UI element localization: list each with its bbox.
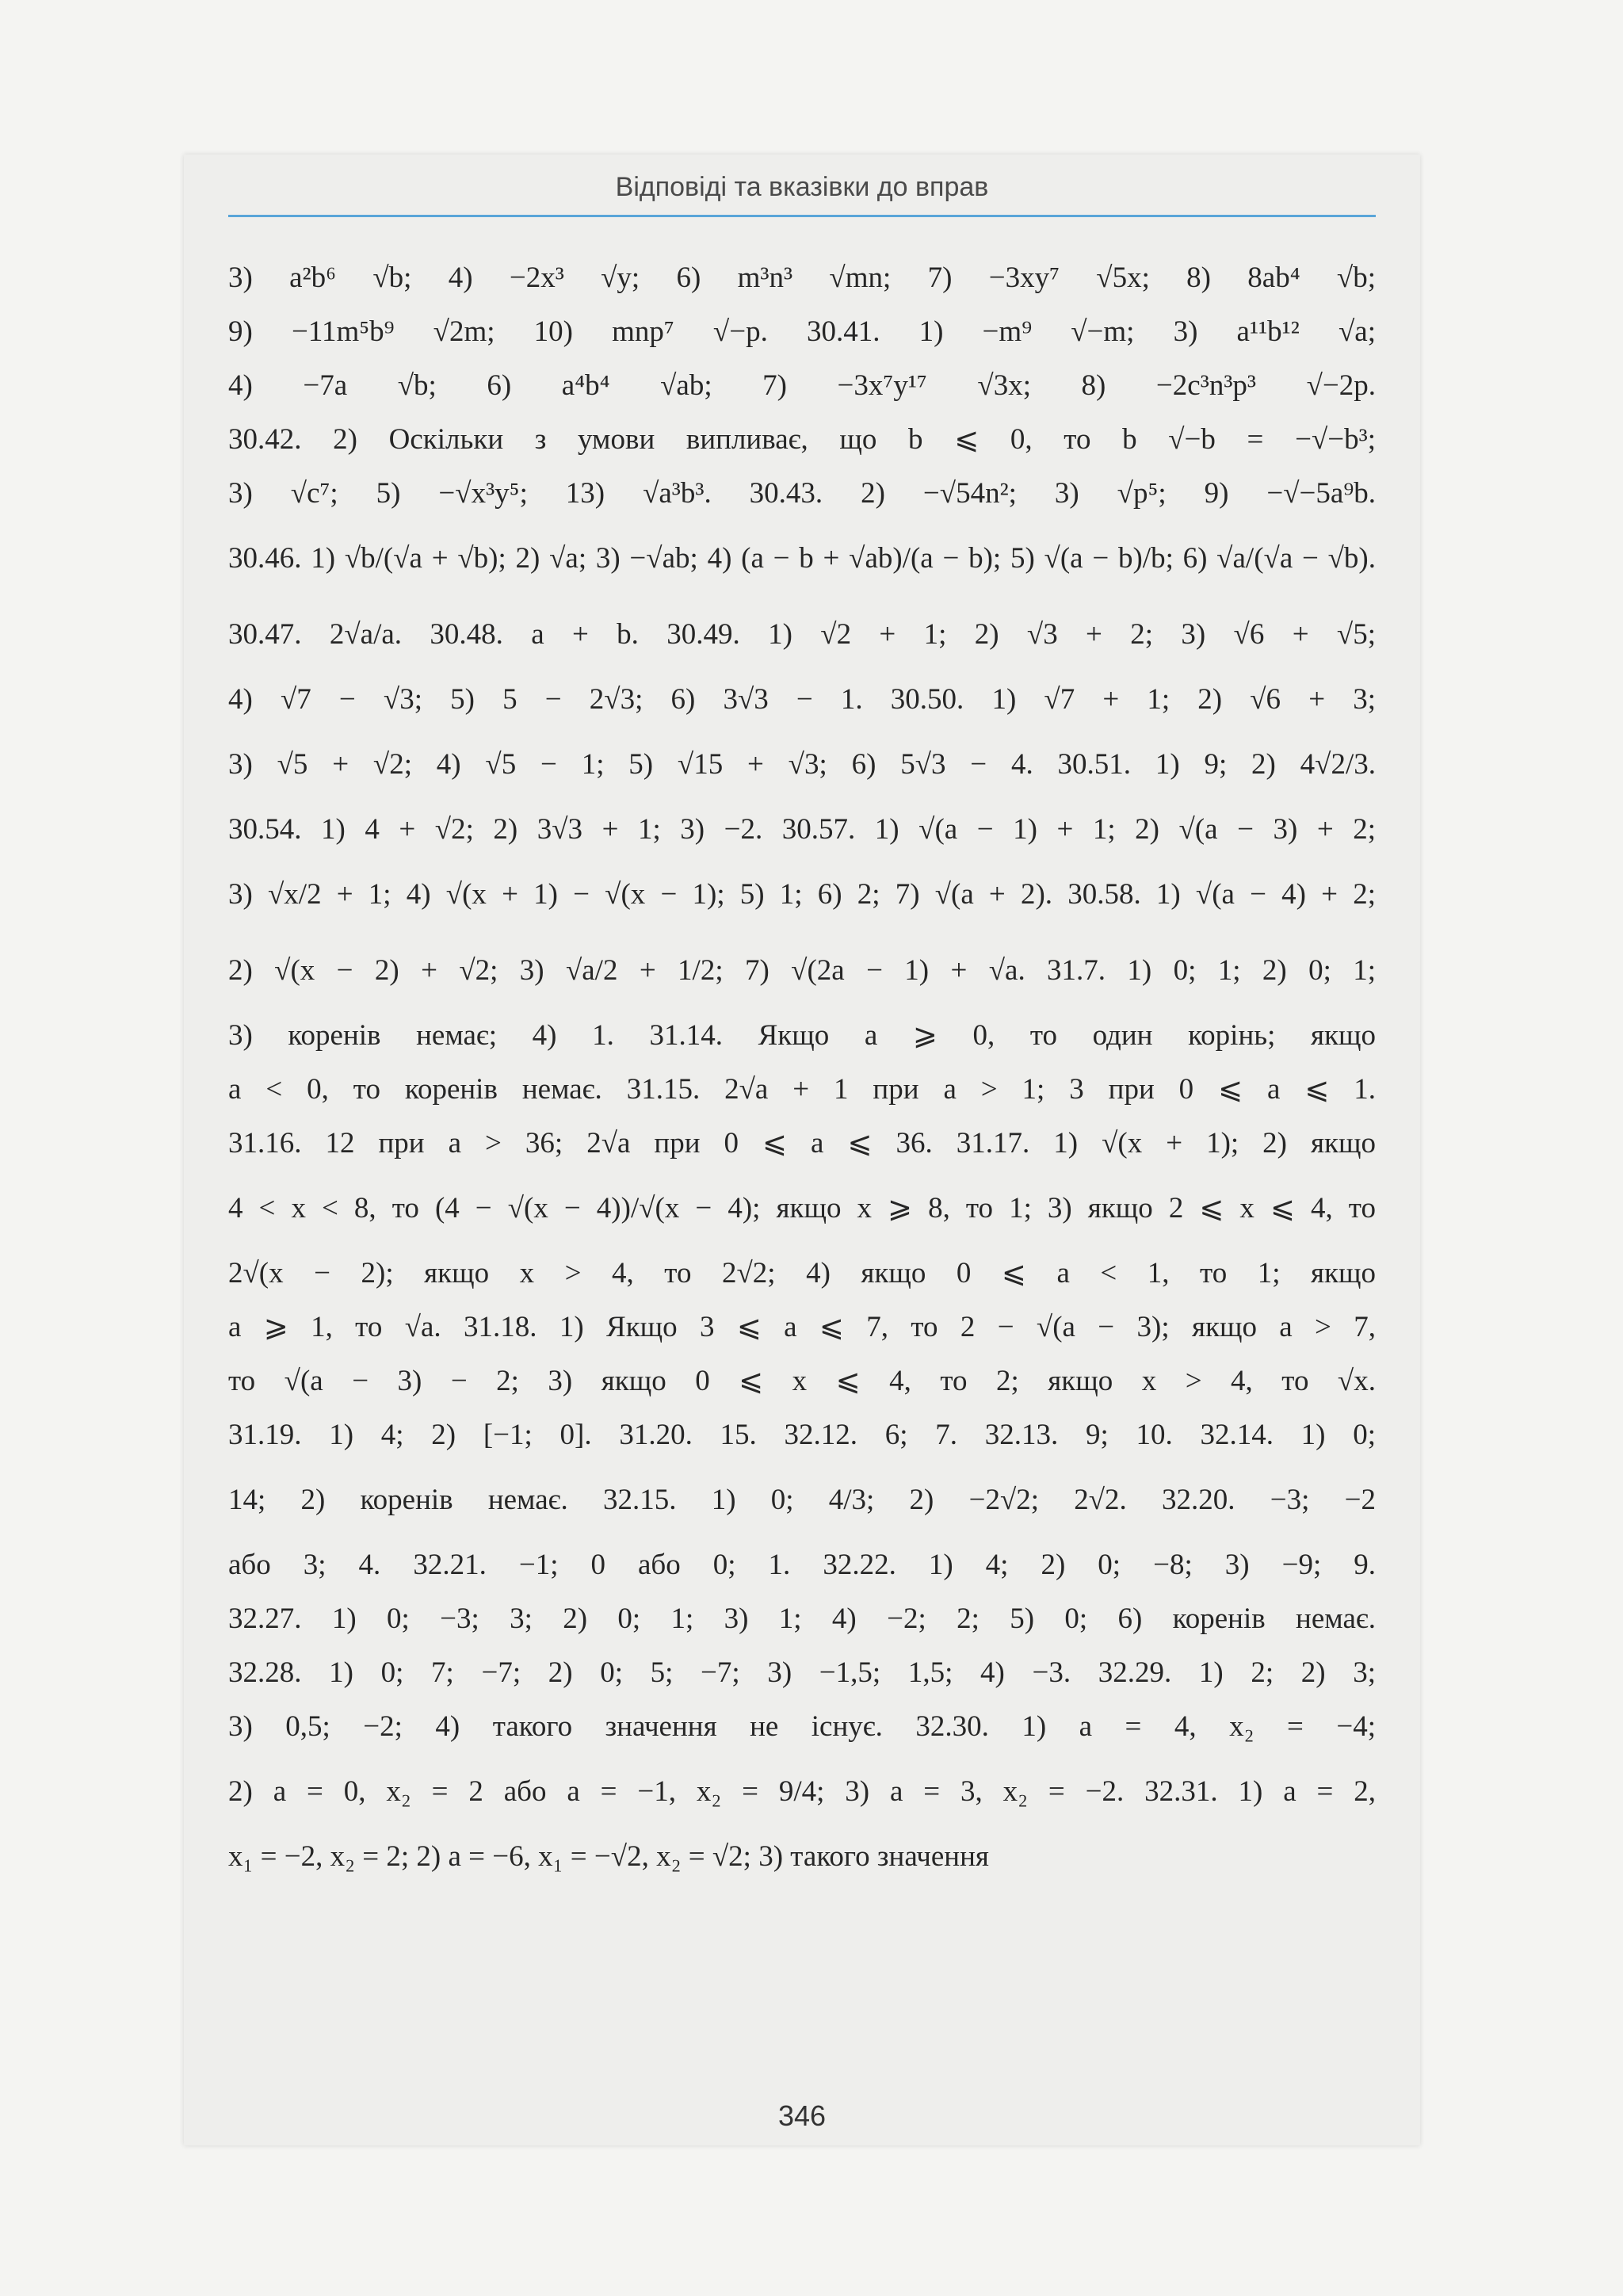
text-line: x₁ = −2, x₂ = 2; 2) a = −6, x₁ = −√2, x₂ = √2; 3) такого значення	[228, 1840, 989, 1873]
text-line: 32.27. 1) 0; −3; 3; 2) 0; 1; 3) 1; 4) −2; 2; 5) 0; 6) коренів немає.	[228, 1603, 1376, 1635]
text-line: 3) коренів немає; 4) 1. 31.14. Якщо a ⩾ 0, то один корінь; якщо	[228, 1019, 1376, 1052]
text-line: 3) √c⁷; 5) −√x³y⁵; 13) √a³b³. 30.43. 2) −√54n²; 3) √p⁵; 9) −√−5a⁹b.	[228, 477, 1376, 510]
text-line: 31.19. 1) 4; 2) [−1; 0]. 31.20. 15. 32.12. 6; 7. 32.13. 9; 10. 32.14. 1) 0;	[228, 1419, 1376, 1451]
page-number: 346	[777, 2099, 827, 2132]
text-line: 30.47. 2√a/a. 30.48. a + b. 30.49. 1) √2 + 1; 2) √3 + 2; 3) √6 + √5;	[228, 618, 1376, 651]
answers-text	[228, 251, 1376, 1884]
text-line: 3) √x/2 + 1; 4) √(x + 1) − √(x − 1); 5) 1; 6) 2; 7) √(a + 2). 30.58. 1) √(a − 4) + 2;	[228, 878, 1376, 911]
text-line: 14; 2) коренів немає. 32.15. 1) 0; 4/3; 2) −2√2; 2√2. 32.20. −3; −2	[228, 1484, 1376, 1516]
text-line: a ⩾ 1, то √a. 31.18. 1) Якщо 3 ⩽ a ⩽ 7, то 2 − √(a − 3); якщо a > 7,	[228, 1311, 1376, 1343]
text-line: 30.46. 1) √b/(√a + √b); 2) √a; 3) −√ab; 4) (a − b + √ab)/(a − b); 5) √(a − b)/b; 6) √a/(√a − √b).	[228, 542, 1376, 575]
text-line: то √(a − 3) − 2; 3) якщо 0 ⩽ x ⩽ 4, то 2; якщо x > 4, то √x.	[228, 1365, 1376, 1397]
text-line: 3) √5 + √2; 4) √5 − 1; 5) √15 + √3; 6) 5√3 − 4. 30.51. 1) 9; 2) 4√2/3.	[228, 748, 1376, 781]
text-line: 4 < x < 8, то (4 − √(x − 4))/√(x − 4); якщо x ⩾ 8, то 1; 3) якщо 2 ⩽ x ⩽ 4, то	[228, 1192, 1376, 1224]
text-line: 2) a = 0, x₂ = 2 або a = −1, x₂ = 9/4; 3) a = 3, x₂ = −2. 32.31. 1) a = 2,	[228, 1775, 1376, 1808]
text-line: 4) −7a √b; 6) a⁴b⁴ √ab; 7) −3x⁷y¹⁷ √3x; 8) −2c³n³p³ √−2p.	[228, 369, 1376, 402]
text-line: 3) a²b⁶ √b; 4) −2x³ √y; 6) m³n³ √mn; 7) −3xy⁷ √5x; 8) 8ab⁴ √b;	[228, 262, 1376, 294]
text-line: 32.28. 1) 0; 7; −7; 2) 0; 5; −7; 3) −1,5; 1,5; 4) −3. 32.29. 1) 2; 2) 3;	[228, 1656, 1376, 1689]
text-line: 2√(x − 2); якщо x > 4, то 2√2; 4) якщо 0 ⩽ a < 1, то 1; якщо	[228, 1257, 1376, 1289]
running-header: Відповіді та вказівки до вправ	[615, 172, 989, 202]
text-line: 4) √7 − √3; 5) 5 − 2√3; 6) 3√3 − 1. 30.50. 1) √7 + 1; 2) √6 + 3;	[228, 683, 1376, 716]
text-line: 2) √(x − 2) + √2; 3) √a/2 + 1/2; 7) √(2a − 1) + √a. 31.7. 1) 0; 1; 2) 0; 1;	[228, 954, 1376, 987]
text-line: 30.42. 2) Оскільки з умови випливає, що b ⩽ 0, то b √−b = −√−b³;	[228, 423, 1376, 456]
header-rule	[228, 215, 1376, 217]
book-page	[184, 155, 1420, 2145]
text-line: 9) −11m⁵b⁹ √2m; 10) mnp⁷ √−p. 30.41. 1) −m⁹ √−m; 3) a¹¹b¹² √a;	[228, 315, 1376, 348]
text-line: 30.54. 1) 4 + √2; 2) 3√3 + 1; 3) −2. 30.57. 1) √(a − 1) + 1; 2) √(a − 3) + 2;	[228, 813, 1376, 846]
text-line: a < 0, то коренів немає. 31.15. 2√a + 1 при a > 1; 3 при 0 ⩽ a ⩽ 1.	[228, 1073, 1376, 1106]
text-line: або 3; 4. 32.21. −1; 0 або 0; 1. 32.22. 1) 4; 2) 0; −8; 3) −9; 9.	[228, 1549, 1376, 1581]
text-line: 31.16. 12 при a > 36; 2√a при 0 ⩽ a ⩽ 36. 31.17. 1) √(x + 1); 2) якщо	[228, 1127, 1376, 1159]
text-line: 3) 0,5; −2; 4) такого значення не існує. 32.30. 1) a = 4, x₂ = −4;	[228, 1710, 1376, 1743]
